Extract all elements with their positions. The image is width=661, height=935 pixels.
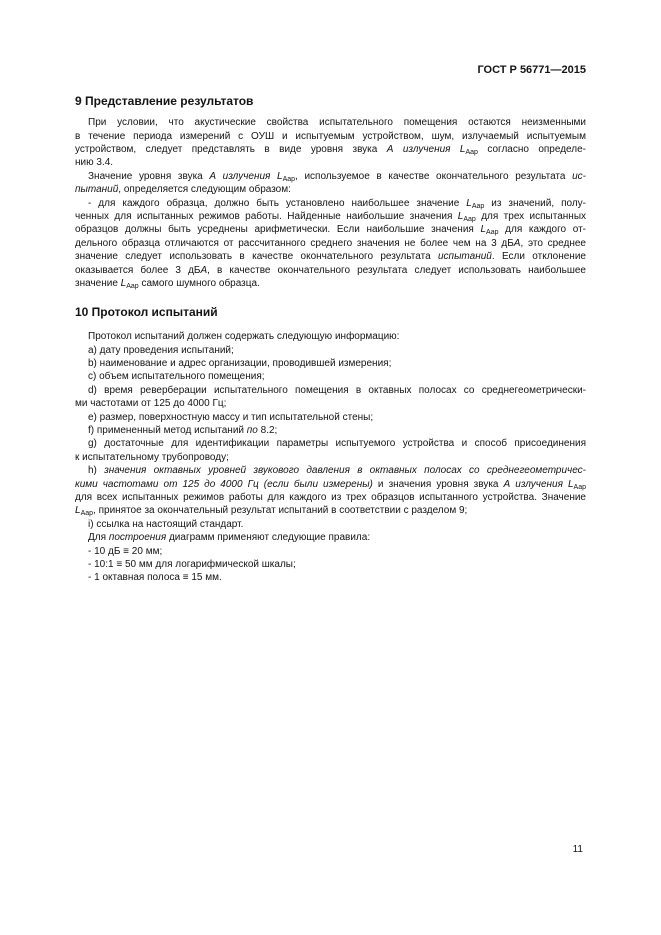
level-symbol-l: L (466, 197, 472, 209)
list-item (75, 370, 586, 383)
list-item (75, 464, 586, 477)
text-run: из значений, полу- (484, 197, 586, 209)
text-run: согласно определе- (477, 144, 587, 156)
level-subscript: Aap (486, 229, 499, 237)
text-run: Значение уровня звука (88, 170, 210, 182)
list-item (75, 424, 586, 437)
text-line (75, 183, 586, 196)
level-symbol-l: L (567, 478, 574, 490)
section-10-body (75, 330, 586, 584)
text-run: , определяется следующим образом: (118, 184, 291, 196)
text-line (75, 531, 586, 544)
level-subscript: Aap (471, 202, 485, 210)
text-run: При условии, что акустические свойства испытательного помещения остаются неизменными (88, 117, 586, 129)
italic-run: кими частотами от 125 до 4000 Гц (если были измерены) (75, 478, 373, 490)
text-run: , в качестве окончательного результата следует использовать наибольшее (207, 264, 586, 276)
text-run: значение следует использовать в качестве окончательного результата (75, 251, 438, 263)
text-run: к испытательному трубопроводу; (75, 451, 229, 463)
text-line (75, 170, 586, 183)
list-item (75, 384, 586, 397)
list-item (75, 411, 586, 424)
italic-run: значения октавных уровней звукового давления в октавных полосах со среднегеометричес- (104, 465, 586, 477)
text-line (75, 143, 586, 156)
text-line (75, 478, 586, 491)
text-run: . Если отклонение (491, 251, 586, 263)
text-run: - 1 октавная полоса ≡ 15 мм. (88, 572, 222, 584)
text-line (75, 116, 586, 129)
italic-run: построения (108, 532, 167, 544)
text-run: g) достаточные для идентификации параметры испытуемого устройства и способ присоединения (88, 438, 586, 450)
rule-item (75, 545, 586, 558)
text-line (75, 237, 586, 250)
text-run: f) примененный метод испытаний (88, 425, 247, 437)
text-line (75, 250, 586, 263)
italic-run: по (246, 425, 258, 437)
text-run: h) (88, 465, 105, 477)
text-run: для трех испытанных (475, 211, 587, 223)
text-run: d) время реверберации испытательного помещения в октавных полосах со среднегеометрически- (88, 384, 586, 396)
text-run: ченных для испытанных режимов работы. Найденные наибольшие значения (75, 211, 458, 223)
text-run: Для (88, 532, 109, 544)
text-run: для каждого от- (498, 224, 587, 236)
text-line (75, 277, 586, 290)
text-run: значение (75, 277, 121, 289)
text-line (75, 504, 586, 517)
text-run: , используемое в качестве окончательного результата (295, 170, 573, 182)
list-item (75, 357, 586, 370)
text-run: , принятое за окончательный результат испытаний в соответствии с разделом 9; (93, 505, 468, 517)
level-subscript: Aap (465, 149, 478, 157)
level-subscript: Aap (463, 216, 476, 224)
page-number: 11 (572, 844, 583, 855)
text-run: - для каждого образца, должно быть установлено наибольшее значение (88, 197, 467, 209)
text-run: b) наименование и адрес организации, проводившей измерения; (88, 358, 392, 370)
text-line (75, 156, 586, 169)
text-line (75, 264, 586, 277)
italic-run: ис- (572, 170, 586, 182)
level-symbol-l: L (459, 144, 466, 156)
level-symbol-l: L (120, 277, 127, 289)
text-run: Протокол испытаний должен содержать следующую информацию: (88, 331, 400, 343)
rule-item (75, 571, 586, 584)
text-line (75, 330, 586, 343)
text-run: 8.2; (257, 425, 278, 437)
text-line (75, 130, 586, 143)
text-run: самого шумного образца. (138, 277, 260, 289)
text-run: и значения уровня звука (372, 478, 504, 490)
rule-item (75, 558, 586, 571)
italic-run: А (200, 264, 208, 276)
italic-run: пытаний (75, 184, 119, 196)
list-item (75, 437, 586, 450)
text-line (75, 197, 586, 210)
section-10-heading: 10 Протокол испытаний (75, 305, 218, 319)
section-9-body (75, 116, 586, 290)
level-subscript: Aap (126, 282, 139, 290)
text-line (75, 223, 586, 236)
list-item (75, 344, 586, 357)
text-run: диаграмм применяют следующие правила: (166, 532, 371, 544)
italic-run: А (513, 237, 521, 249)
level-symbol-l: L (277, 170, 283, 182)
level-symbol-l: L (75, 505, 81, 517)
text-run: для всех испытанных режимов работы для каждого из трех образцов испытанного устройства. Значение (75, 491, 586, 503)
text-run: нию 3.4. (75, 157, 114, 169)
text-run: i) ссылка на настоящий стандарт. (88, 518, 244, 530)
text-run: в течение периода измерений с ОУШ и испытуемым устройством, шум, излучаемый испытуемым (75, 130, 586, 142)
text-run: - 10:1 ≡ 50 мм для логарифмической шкалы; (88, 558, 296, 570)
level-subscript: Aap (573, 483, 586, 491)
section-9-heading: 9 Представление результатов (75, 94, 254, 108)
standard-code-header: ГОСТ Р 56771—2015 (477, 64, 586, 76)
text-run: c) объем испытательного помещения; (88, 371, 265, 383)
italic-run: А излучения (386, 144, 460, 156)
text-run: - 10 дБ ≡ 20 мм; (88, 545, 163, 557)
text-run: дельного образца отличаются от рассчитанного среднего значения не более чем на 3 дБ (75, 237, 514, 249)
text-run: устройством, следует представлять в виде уровня звука (75, 144, 387, 156)
text-run: образцов должны быть усреднены арифметически. Если наибольшие значения (75, 224, 481, 236)
list-item (75, 518, 586, 531)
text-line (75, 397, 586, 410)
level-subscript: Aap (282, 175, 296, 183)
text-run: , это среднее (520, 237, 586, 249)
level-symbol-l: L (457, 211, 464, 223)
text-run: e) размер, поверхностную массу и тип испытательной стены; (88, 411, 374, 423)
italic-run: А излучения (503, 478, 568, 490)
text-line (75, 210, 586, 223)
italic-run: испытаний (438, 251, 492, 263)
text-line (75, 491, 586, 504)
italic-run: А излучения (209, 170, 277, 182)
text-run: ми частотами от 125 до 4000 Гц; (75, 398, 227, 410)
level-subscript: Aap (80, 510, 94, 518)
text-line (75, 451, 586, 464)
text-run: a) дату проведения испытаний; (88, 344, 234, 356)
text-run: оказывается более 3 дБ (75, 264, 201, 276)
level-symbol-l: L (480, 224, 487, 236)
